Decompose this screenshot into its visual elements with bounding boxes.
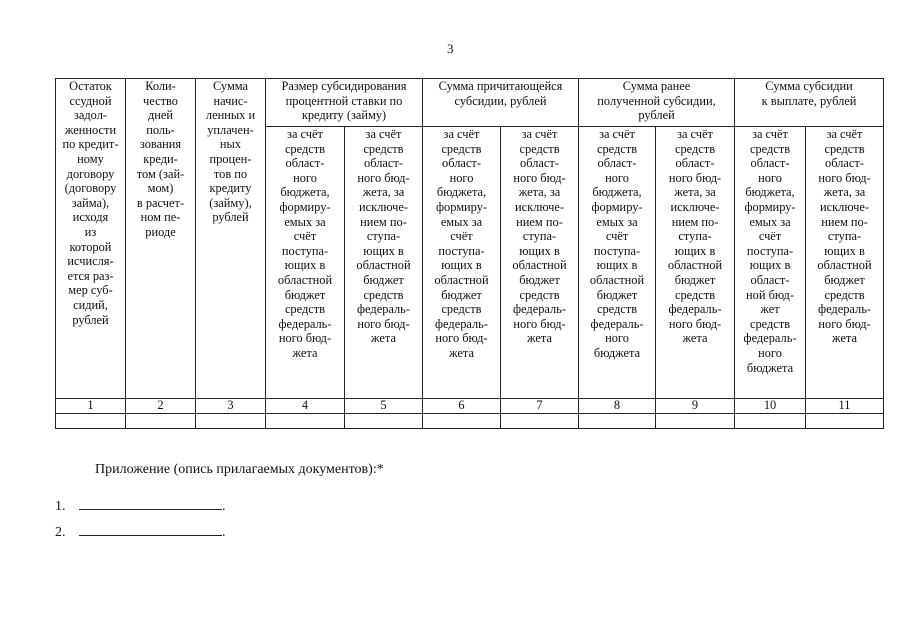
appendix-item-number: 1. — [55, 499, 66, 514]
column-number: 2 — [126, 399, 196, 414]
subheader-cell: за счёт средств област- ного бюджета, формиру- емых за счёт поступа- ющих в областной бюджет средств федераль- ного бюджета — [579, 127, 656, 399]
group-header-subsidy-received: Сумма ранее полученной субсидии, рублей — [579, 79, 735, 127]
subheader-cell: за счёт средств област- ного бюджета, формиру- емых за счёт поступа- ющих в областной бюджет средств федераль- ного бюд- жета — [266, 127, 345, 399]
appendix-blank-line[interactable] — [79, 523, 222, 536]
page-number: 3 — [447, 41, 454, 56]
appendix-item — [55, 497, 226, 515]
empty-cell — [423, 414, 501, 429]
subheader-cell: за счёт средств област- ного бюд- жета, за исключе- нием по- ступа- ющих в областной бюджет средств федераль- ного бюд- жета — [501, 127, 579, 399]
empty-cell — [501, 414, 579, 429]
empty-cell — [806, 414, 884, 429]
subheader-cell: за счёт средств област- ного бюд- жета, за исключе- нием по- ступа- ющих в областной бюджет средств федераль- ного бюд- жета — [656, 127, 735, 399]
empty-cell — [345, 414, 423, 429]
empty-cell — [656, 414, 735, 429]
header-interest-paid: Сумма начис- ленных и уплачен- ных процен- тов по кредиту (займу), рублей — [196, 79, 266, 399]
empty-cell — [266, 414, 345, 429]
header-days-of-use: Коли- чество дней поль- зования креди- том (зай- мом) в расчет- ном пе- риоде — [126, 79, 196, 399]
empty-data-row — [56, 414, 884, 429]
appendix-item-suffix: . — [222, 525, 226, 540]
group-header-subsidy-rate: Размер субсидирования процентной ставки по кредиту (займу) — [266, 79, 423, 127]
header-loan-balance: Остаток ссудной задол- женности по кредит- ному договору (договору займа), исходя из которой исчисля- ется раз- мер суб- сидий, рублей — [56, 79, 126, 399]
column-number: 10 — [735, 399, 806, 414]
column-number-row — [56, 399, 884, 414]
subheader-cell: за счёт средств област- ного бюджета, формиру- емых за счёт поступа- ющих в областной бюджет средств федераль- ного бюд- жета — [423, 127, 501, 399]
column-number: 11 — [806, 399, 884, 414]
appendix-item — [55, 523, 226, 541]
appendix-item-number: 2. — [55, 525, 66, 540]
column-number: 3 — [196, 399, 266, 414]
subheader-cell: за счёт средств област- ного бюд- жета, за исключе- нием по- ступа- ющих в областной бюджет средств федераль- ного бюд- жета — [345, 127, 423, 399]
column-number: 9 — [656, 399, 735, 414]
appendix-title: Приложение (опись прилагаемых документов):* — [95, 462, 384, 477]
empty-cell — [196, 414, 266, 429]
subheader-cell: за счёт средств област- ного бюджета, формиру- емых за счёт поступа- ющих в област- ной бюд- жет средств федераль- ного бюджета — [735, 127, 806, 399]
empty-cell — [735, 414, 806, 429]
group-header-subsidy-due: Сумма причитающейся субсидии, рублей — [423, 79, 579, 127]
subsidy-calculation-table — [55, 78, 884, 429]
column-number: 5 — [345, 399, 423, 414]
column-number: 6 — [423, 399, 501, 414]
column-number: 4 — [266, 399, 345, 414]
appendix-blank-line[interactable] — [79, 497, 222, 510]
column-number: 8 — [579, 399, 656, 414]
empty-cell — [579, 414, 656, 429]
column-number: 1 — [56, 399, 126, 414]
column-number: 7 — [501, 399, 579, 414]
empty-cell — [56, 414, 126, 429]
group-header-subsidy-payable: Сумма субсидии к выплате, рублей — [735, 79, 884, 127]
empty-cell — [126, 414, 196, 429]
subheader-cell: за счёт средств област- ного бюд- жета, за исключе- нием по- ступа- ющих в областной бюджет средств федераль- ного бюд- жета — [806, 127, 884, 399]
appendix-item-suffix: . — [222, 499, 226, 514]
